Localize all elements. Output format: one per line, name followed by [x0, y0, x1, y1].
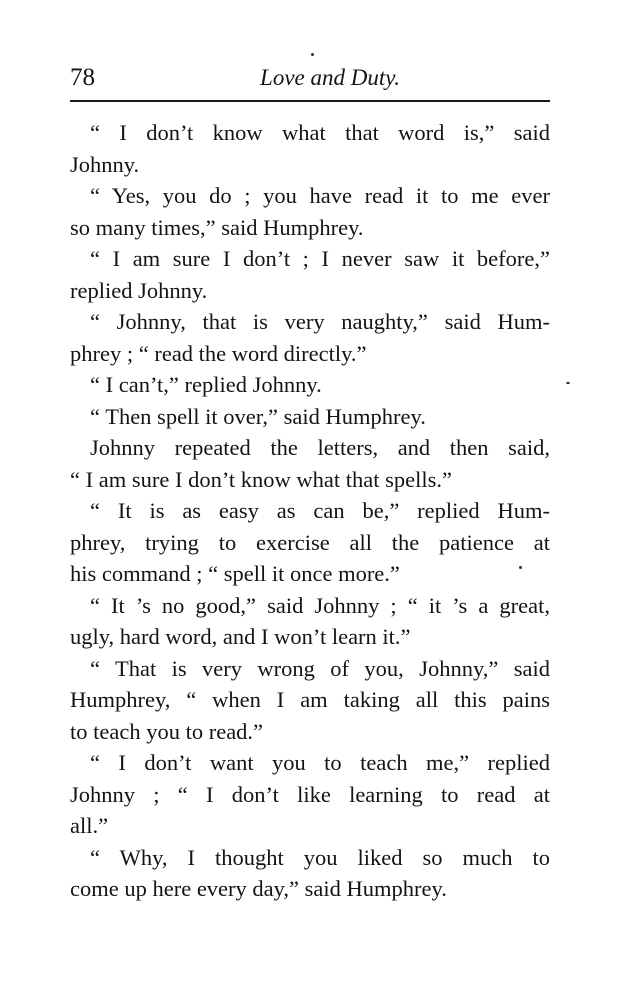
paragraph: [70, 117, 550, 180]
header-rule: [70, 100, 550, 102]
text-line: phrey ; “ read the word directly.”: [70, 340, 367, 366]
body-text: [70, 117, 550, 905]
text-line: phrey, trying to exercise all the patience at: [70, 529, 550, 555]
print-speck: [311, 53, 314, 56]
text-line: “ Then spell it over,” said Humphrey.: [90, 403, 426, 429]
text-line: his command ; “ spell it once more.”: [70, 561, 400, 586]
text-line: Johnny ; “ I don’t like learning to read at: [70, 781, 550, 807]
text-line: “ Yes, you do ; you have read it to me ever: [90, 183, 550, 208]
text-line: so many times,” said Humphrey.: [70, 214, 364, 240]
text-line: all.”: [70, 813, 109, 838]
text-line: “ I don’t want you to teach me,” replied: [90, 750, 550, 775]
text-line: Johnny repeated the letters, and then said,: [90, 435, 550, 460]
paragraph: [70, 747, 550, 842]
paragraph: [70, 180, 550, 243]
text-line: ugly, hard word, and I won’t learn it.”: [70, 624, 411, 649]
paragraph: [70, 590, 550, 653]
text-line: “ I don’t know what that word is,” said: [90, 120, 550, 145]
text-line: “ I am sure I don’t know what that spells.”: [70, 466, 452, 492]
paragraph: [70, 495, 550, 590]
text-line: Humphrey, “ when I am taking all this pains: [70, 687, 550, 712]
paragraph: [70, 369, 550, 401]
text-line: replied Johnny.: [70, 277, 208, 303]
text-line: “ It ’s no good,” said Johnny ; “ it ’s a great,: [90, 592, 550, 618]
paragraph: [70, 653, 550, 748]
paragraph: [70, 432, 550, 495]
text-line: Johnny.: [70, 151, 140, 177]
paragraph: [70, 306, 550, 369]
page-number: 78: [70, 64, 95, 91]
text-line: come up here every day,” said Humphrey.: [70, 876, 447, 901]
text-line: to teach you to read.”: [70, 718, 264, 744]
text-line: “ Why, I thought you liked so much to: [90, 844, 550, 870]
running-head: [70, 60, 550, 96]
text-line: “ I am sure I don’t ; I never saw it before,”: [90, 246, 550, 271]
text-line: “ Johnny, that is very naughty,” said Hum-: [90, 309, 550, 334]
text-line: “ I can’t,” replied Johnny.: [90, 372, 322, 397]
running-title: Love and Duty.: [260, 65, 400, 90]
text-line: “ That is very wrong of you, Johnny,” said: [90, 655, 550, 681]
paragraph: [70, 401, 550, 433]
text-line: “ It is as easy as can be,” replied Hum-: [90, 498, 550, 523]
print-speck: [566, 382, 570, 384]
paragraph: [70, 243, 550, 306]
paragraph: [70, 842, 550, 905]
print-speck: [519, 566, 522, 569]
